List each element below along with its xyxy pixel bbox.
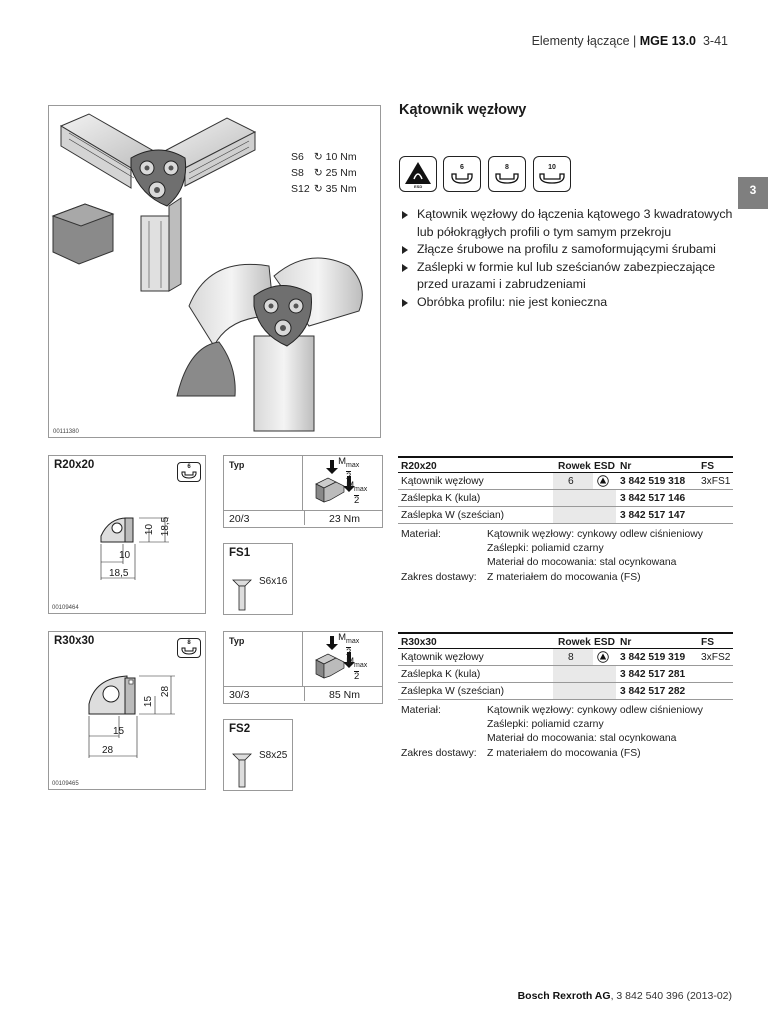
dim-label: 18,5 (160, 516, 172, 537)
chapter-tab: 3 (738, 177, 768, 209)
esd-icon (399, 156, 437, 192)
groove-10-icon-label: 10 (548, 164, 556, 171)
variant-name: R20x20 (54, 459, 95, 471)
typ-label: Typ (229, 460, 245, 470)
mmax-label: $M_{max}$ 2 (338, 456, 360, 482)
table-row: Zaślepka K (kula) 3 842 517 146 (398, 490, 733, 507)
esd-icon (597, 651, 609, 663)
header-separator: | (629, 34, 640, 48)
rotate-icon: ↻ (313, 183, 323, 195)
torque-value: 10 Nm (325, 151, 357, 163)
fs-label: FS2 (229, 723, 251, 735)
esd-icon (597, 475, 609, 487)
groove-icon (177, 638, 201, 658)
parts-table-r30 (398, 632, 733, 759)
feature-item: Kątownik węzłowy do łączenia kątowego 3 kwadratowych lub półokrągłych profili o tym samym przekroju (399, 206, 739, 241)
groove-8-icon-label: 8 (505, 164, 509, 171)
material-notes: Materiał: Kątownik węzłowy: cynkowy odlew ciśnieniowy Zaślepki: poliamid czarny Materiał do mocowania: stal ocynkowana Zakres dostawy: Z materiałem do mocowania (FS) (401, 529, 703, 583)
mmax-label: $M_{max}$ 2 (338, 632, 360, 658)
table-row: Zaślepka W (sześcian) 3 842 517 147 (398, 507, 733, 524)
rotate-icon: ↻ (313, 151, 323, 163)
torque-row (291, 149, 357, 165)
screw-size: S8x25 (259, 750, 288, 761)
variant-name: R30x30 (54, 635, 95, 647)
parts-table-r20 (398, 456, 733, 583)
variant-drawing-r30 (48, 631, 206, 790)
table-header: R20x20 Rowek ESD Nr FS (398, 456, 733, 473)
groove-icon (177, 462, 201, 482)
torque-screw: S8 (291, 167, 304, 179)
table-row: Zaślepka W (sześcian) 3 842 517 282 (398, 683, 733, 700)
fs-label: FS1 (229, 547, 251, 559)
torque-row (291, 181, 357, 197)
torque-value: 25 Nm (325, 167, 357, 179)
image-id: 00109464 (52, 605, 79, 611)
footer-doc: , 3 842 540 396 (2013-02) (610, 990, 732, 1002)
dim-label: 28 (102, 745, 114, 756)
fastener-box-fs2 (223, 719, 293, 791)
dim-label: 10 (119, 550, 131, 561)
typ-table-r30 (223, 631, 383, 704)
material-notes: Materiał: Kątownik węzłowy: cynkowy odlew ciśnieniowy Zaślepki: poliamid czarny Materiał do mocowania: stal ocynkowana Zakres dostawy: Z materiałem do mocowania (FS) (401, 705, 703, 759)
typ-value: 20/3 (229, 513, 250, 525)
groove-6-icon-label: 6 (460, 164, 464, 171)
header-code: MGE 13.0 (639, 34, 697, 48)
table-row: Kątownik węzłowy 8 3 842 519 319 3xFS2 (398, 649, 733, 666)
groove-6-icon (443, 156, 481, 192)
groove-8-icon (488, 156, 526, 192)
typ-table-r20 (223, 455, 383, 528)
moment-value: 85 Nm (304, 687, 384, 701)
screw-icon (232, 753, 252, 789)
dim-label: 10 (144, 523, 156, 536)
dim-label: 18,5 (109, 568, 129, 579)
table-row: Kątownik węzłowy 6 3 842 519 318 3xFS1 (398, 473, 733, 490)
moment-value: 23 Nm (304, 511, 384, 525)
footer-company: Bosch Rexroth AG (517, 990, 611, 1002)
typ-value: 30/3 (229, 689, 250, 701)
dim-label: 28 (160, 685, 172, 698)
dim-label: 15 (113, 726, 125, 737)
image-id: 00109465 (52, 781, 79, 787)
groove-icon-label: 6 (187, 464, 191, 470)
typ-label: Typ (229, 636, 245, 646)
mmax-label: $M_{max}$ 2 (346, 480, 368, 506)
screw-icon (232, 579, 252, 613)
header-page: 3-41 (702, 34, 728, 48)
page-footer (518, 990, 732, 1002)
header-section: Elementy łączące (531, 34, 630, 48)
torque-screw: S12 (291, 183, 310, 195)
table-header: R30x30 Rowek ESD Nr FS (398, 632, 733, 649)
variant-drawing-r20 (48, 455, 206, 614)
product-title: Kątownik węzłowy (399, 102, 527, 118)
groove-icon-label: 8 (187, 640, 191, 646)
table-row: Zaślepka K (kula) 3 842 517 281 (398, 666, 733, 683)
fastener-box-fs1 (223, 543, 293, 615)
torque-value: 35 Nm (325, 183, 357, 195)
esd-icon-label: ESD (414, 184, 423, 189)
feature-list (399, 206, 739, 311)
image-id: 00111380 (53, 429, 79, 435)
feature-item: Złącze śrubowe na profilu z samoformującymi śrubami (399, 241, 739, 259)
screw-size: S6x16 (259, 576, 288, 587)
main-figure (48, 105, 381, 438)
rotate-icon: ↻ (313, 167, 323, 179)
r30-dimension-drawing (79, 668, 179, 768)
feature-item: Zaślepki w formie kul lub sześcianów zabezpieczające przed urazami i zabrudzeniami (399, 259, 739, 294)
torque-list (291, 149, 357, 197)
mmax-label: $M_{max}$ 2 (346, 656, 368, 682)
feature-item: Obróbka profilu: nie jest konieczna (399, 294, 739, 312)
torque-row (291, 165, 357, 181)
page-header (532, 34, 728, 48)
groove-10-icon (533, 156, 571, 192)
dim-label: 15 (143, 695, 155, 708)
torque-screw: S6 (291, 151, 304, 163)
